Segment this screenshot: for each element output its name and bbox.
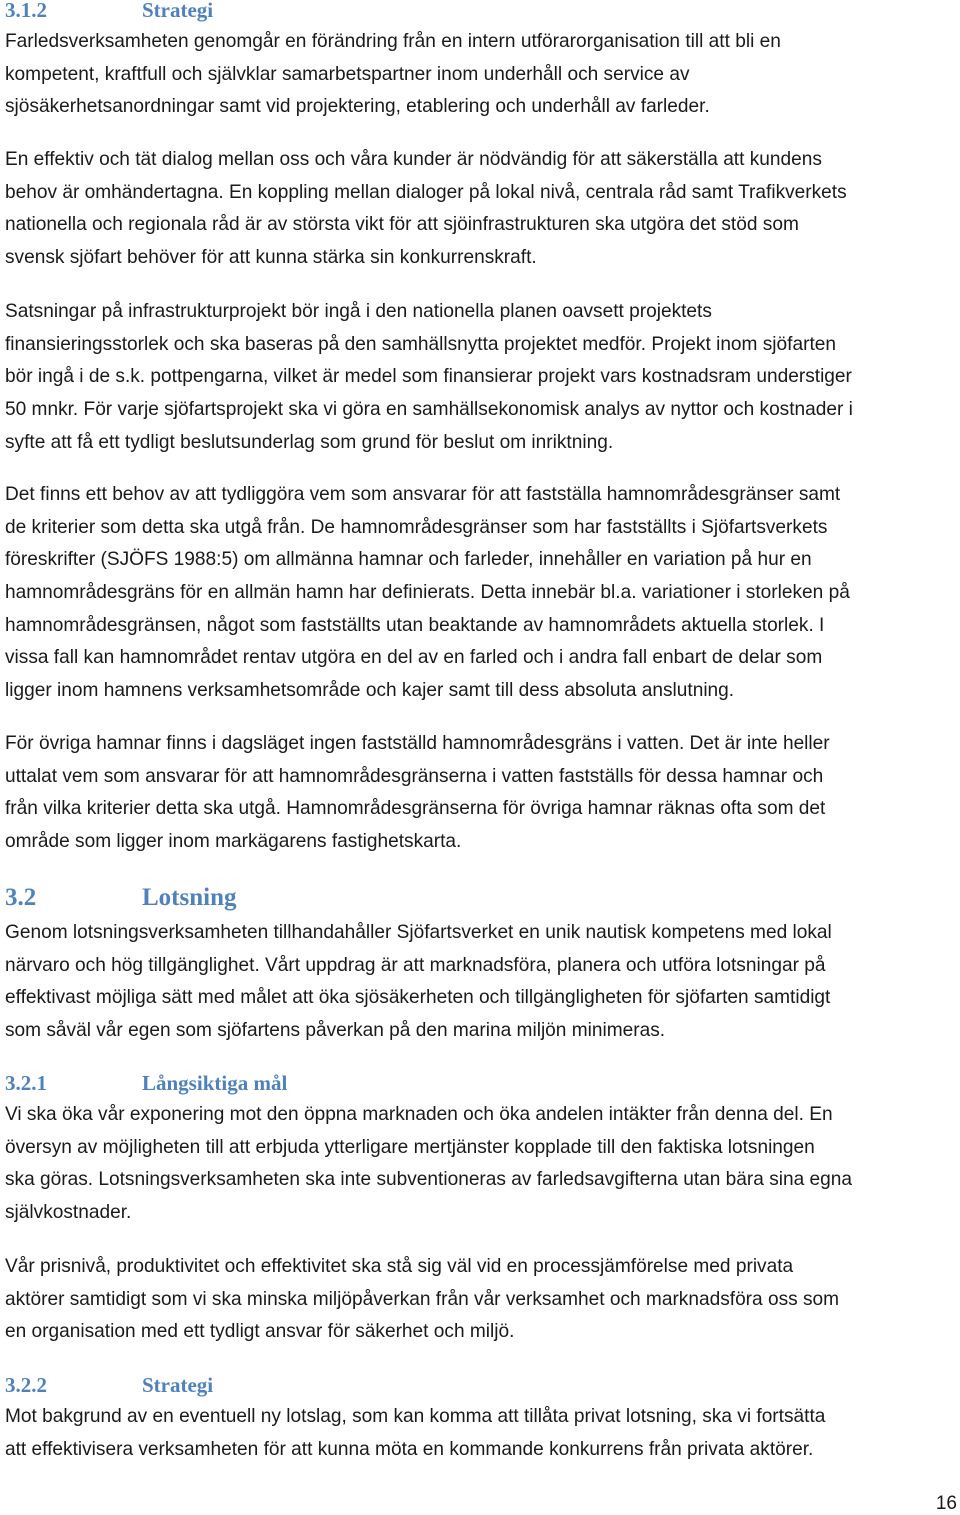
text-line: självkostnader. <box>5 1202 132 1224</box>
text-line: En effektiv och tät dialog mellan oss och våra kunder är nödvändig för att säkerställa att kundens <box>5 149 822 170</box>
text-line: närvaro och hög tillgänglighet. Vårt uppdrag är att marknadsföra, planera och utföra lotsningar på <box>5 954 826 976</box>
heading-3-2 <box>5 884 236 912</box>
text-line: kompetent, kraftfull och självklar samarbetspartner inom underhåll och service av <box>5 63 690 85</box>
paragraph-hamnomradesgranser <box>5 479 955 708</box>
text-line: aktörer samtidigt som vi ska minska miljöpåverkan från vår verksamhet och marknadsföra oss som <box>5 1288 840 1310</box>
paragraph-satsningar <box>5 296 955 459</box>
text-line: uttalat vem som ansvarar för att hamnområdesgränserna i vatten fastställs för dessa hamnar och <box>5 765 824 787</box>
text-line: att effektivisera verksamheten för att kunna möta en kommande konkurrens från privata aktörer. <box>5 1438 814 1460</box>
text-line: För övriga hamnar finns i dagsläget ingen fastställd hamnområdesgräns i vatten. Det är inte heller <box>5 733 830 754</box>
text-line: Genom lotsningsverksamheten tillhandahåller Sjöfartsverket en unik nautisk kompetens med lokal <box>5 922 832 943</box>
paragraph-farledsverksamheten <box>5 26 955 124</box>
text-line: ligger inom hamnens verksamhetsområde och kajer samt till dess absoluta anslutning. <box>5 680 735 702</box>
text-line: Det finns ett behov av att tydliggöra vem som ansvarar för att fastställa hamnområdesgränser samt <box>5 484 841 505</box>
text-line: bör ingå i de s.k. pottpengarna, vilket är medel som finansierar projekt vars kostnadsram understiger <box>5 366 852 388</box>
text-line: behov är omhändertagna. En koppling mellan dialoger på lokal nivå, centrala råd samt Trafikverkets <box>5 181 847 203</box>
text-line: syfte att få ett tydligt beslutsunderlag som grund för beslut om inriktning. <box>5 431 614 453</box>
text-line: ska göras. Lotsningsverksamheten ska inte subventioneras av farledsavgifterna utan bära sina egna <box>5 1169 852 1191</box>
heading-title: Strategi <box>142 0 214 22</box>
heading-number: 3.2 <box>5 884 37 911</box>
text-line: hamnområdesgräns för en allmän hamn har definierats. Detta innebär bl.a. variationer i storleken på <box>5 582 850 604</box>
heading-number: 3.1.2 <box>5 0 47 22</box>
text-line: Vi ska öka vår exponering mot den öppna marknaden och öka andelen intäkter från denna del. En <box>5 1104 833 1125</box>
text-line: sjösäkerhetsanordningar samt vid projektering, etablering och underhåll av farleder. <box>5 96 710 118</box>
paragraph-lotsningsverksamheten <box>5 917 955 1048</box>
text-line: en organisation med ett tydligt ansvar för säkerhet och miljö. <box>5 1321 515 1343</box>
text-line: 50 mnkr. För varje sjöfartsprojekt ska vi göra en samhällsekonomisk analys av nyttor och kostnader i <box>5 399 853 421</box>
text-line: område som ligger inom markägarens fastighetskarta. <box>5 831 462 853</box>
text-line: hamnområdesgränsen, något som fastställts utan beaktande av hamnområdets aktuella storlek. I <box>5 614 825 636</box>
paragraph-exponering <box>5 1099 955 1230</box>
text-line: Satsningar på infrastrukturprojekt bör ingå i den nationella planen oavsett projektets <box>5 301 712 322</box>
text-line: föreskrifter (SJÖFS 1988:5) om allmänna hamnar och farleder, innehåller en variation på hur en <box>5 549 812 571</box>
text-line: från vilka kriterier detta ska utgå. Hamnområdesgränserna för övriga hamnar räknas ofta som det <box>5 798 826 820</box>
text-line: Farledsverksamheten genomgår en förändring från en intern utförarorganisation till att bli en <box>5 31 781 52</box>
paragraph-prisniva <box>5 1251 955 1349</box>
heading-3-2-1 <box>5 1071 287 1095</box>
text-line: som såväl vår egen som sjöfartens påverkan på den marina miljön minimeras. <box>5 1020 666 1042</box>
heading-3-2-2 <box>5 1373 213 1397</box>
text-line: vissa fall kan hamnområdet rentav utgöra en del av en farled och i andra fall enbart de delar som <box>5 647 823 669</box>
text-line: svensk sjöfart behöver för att kunna stärka sin konkurrenskraft. <box>5 247 537 269</box>
paragraph-lotslag <box>5 1401 955 1466</box>
text-line: nationella och regionala råd är av största vikt för att sjöinfrastrukturen ska utgöra det stöd som <box>5 214 799 236</box>
paragraph-ovriga-hamnar <box>5 728 955 859</box>
heading-title: Lotsning <box>142 884 237 911</box>
text-line: finansieringsstorlek och ska baseras på den samhällsnytta projektet medför. Projekt inom sjöfarten <box>5 333 836 355</box>
heading-number: 3.2.1 <box>5 1071 47 1095</box>
heading-title: Långsiktiga mål <box>142 1071 288 1095</box>
text-line: översyn av möjligheten till att erbjuda ytterligare mertjänster kopplade till den faktiska lotsningen <box>5 1136 815 1158</box>
heading-3-1-2 <box>5 0 213 22</box>
page-number: 16 <box>935 1493 957 1514</box>
paragraph-dialog <box>5 144 955 275</box>
text-line: de kriterier som detta ska utgå från. De hamnområdesgränser som har fastställts i Sjöfartsverkets <box>5 516 828 538</box>
text-line: Vår prisnivå, produktivitet och effektivitet ska stå sig väl vid en processjämförelse med privata <box>5 1256 794 1277</box>
text-line: effektivast möjliga sätt med målet att öka sjösäkerheten och tillgängligheten för sjöfarten samtidigt <box>5 987 831 1009</box>
heading-title: Strategi <box>142 1373 214 1397</box>
text-line: Mot bakgrund av en eventuell ny lotslag, som kan komma att tillåta privat lotsning, ska vi fortsätta <box>5 1406 826 1427</box>
heading-number: 3.2.2 <box>5 1373 47 1397</box>
